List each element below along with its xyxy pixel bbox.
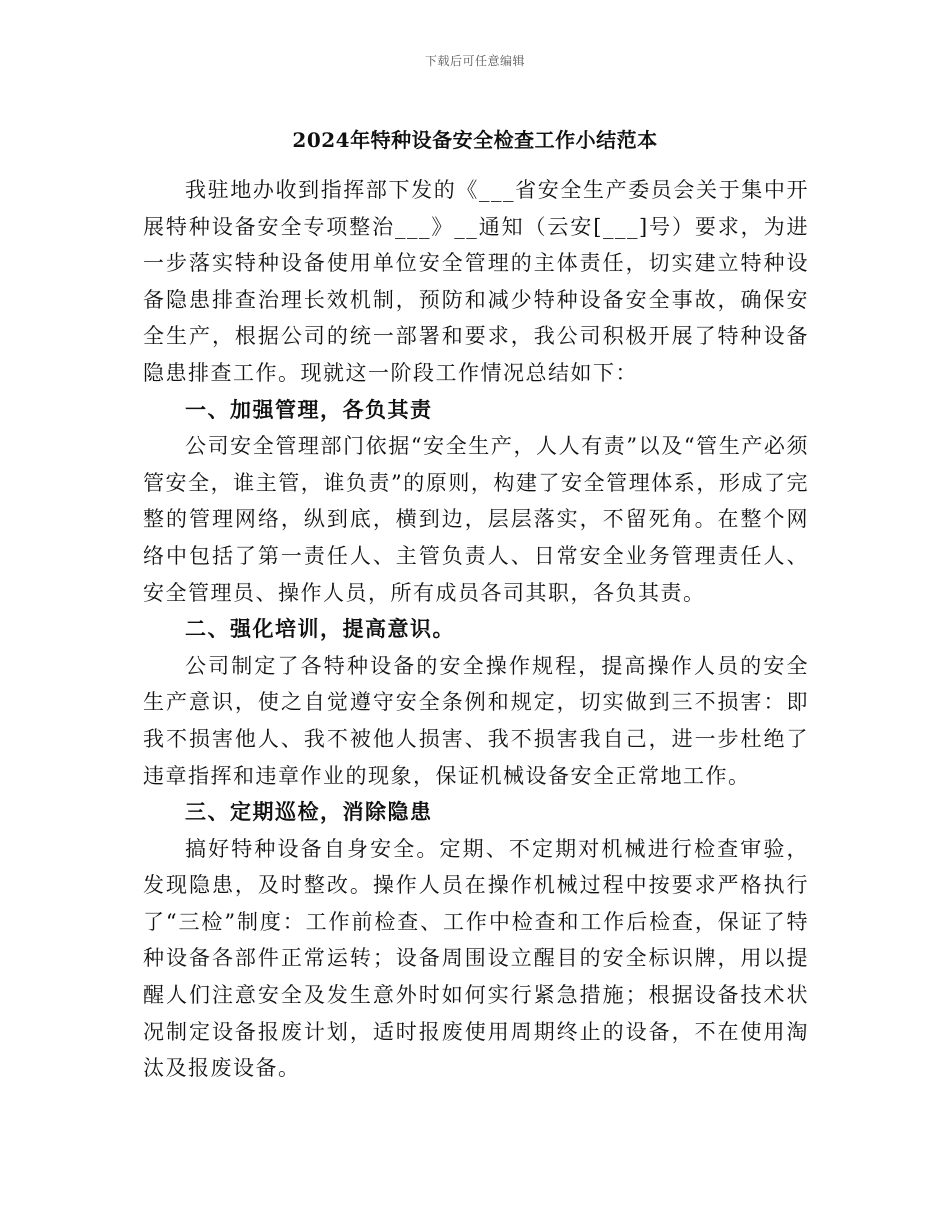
header-note: 下载后可任意编辑 [424, 54, 525, 68]
section-heading-2: 二、强化培训，提高意识。 [185, 616, 455, 642]
intro-paragraph: 我驻地办收到指挥部下发的《___省安全生产委员会关于集中开展特种设备安全专项整治___》__通知（云安[___]号）要求，为进一步落实特种设备使用单位安全管理的主体责任，切实建立特种设备隐患排查治理长效机制，预防和减少特种设备安全事故，确保安全生产，根据公司的统一部署和要求，我公司积极开展了特种设备隐患排查工作。现就这一阶段工作情况总结如下： [143, 178, 809, 385]
document-body [143, 172, 809, 1087]
section-paragraph-1: 公司安全管理部门依据“安全生产，人人有责”以及“管生产必须管安全，谁主管，谁负责”的原则，构建了安全管理体系，形成了完整的管理网络，纵到底，横到边，层层落实，不留死角。在整个网络中包括了第一责任人、主管负责人、日常安全业务管理责任人、安全管理员、操作人员，所有成员各司其职，各负其责。 [143, 434, 809, 605]
section-paragraph-2: 公司制定了各特种设备的安全操作规程，提高操作人员的安全生产意识，使之自觉遵守安全条例和规定，切实做到三不损害：即我不损害他人、我不被他人损害、我不损害我自己，进一步杜绝了违章指挥和违章作业的现象，保证机械设备安全正常地工作。 [143, 653, 809, 788]
document-title: 2024年特种设备安全检查工作小结范本 [292, 128, 658, 152]
section-heading-3: 三、定期巡检，消除隐患 [185, 799, 433, 825]
section-heading-1: 一、加强管理，各负其责 [185, 396, 433, 422]
section-paragraph-3: 搞好特种设备自身安全。定期、不定期对机械进行检查审验，发现隐患，及时整改。操作人员在操作机械过程中按要求严格执行了“三检”制度：工作前检查、工作中检查和工作后检查，保证了特种设备各部件正常运转；设备周围设立醒目的安全标识牌，用以提醒人们注意安全及发生意外时如何实行紧急措施；根据设备技术状况制定设备报废计划，适时报废使用周期终止的设备，不在使用淘汰及报废设备。 [143, 836, 809, 1081]
